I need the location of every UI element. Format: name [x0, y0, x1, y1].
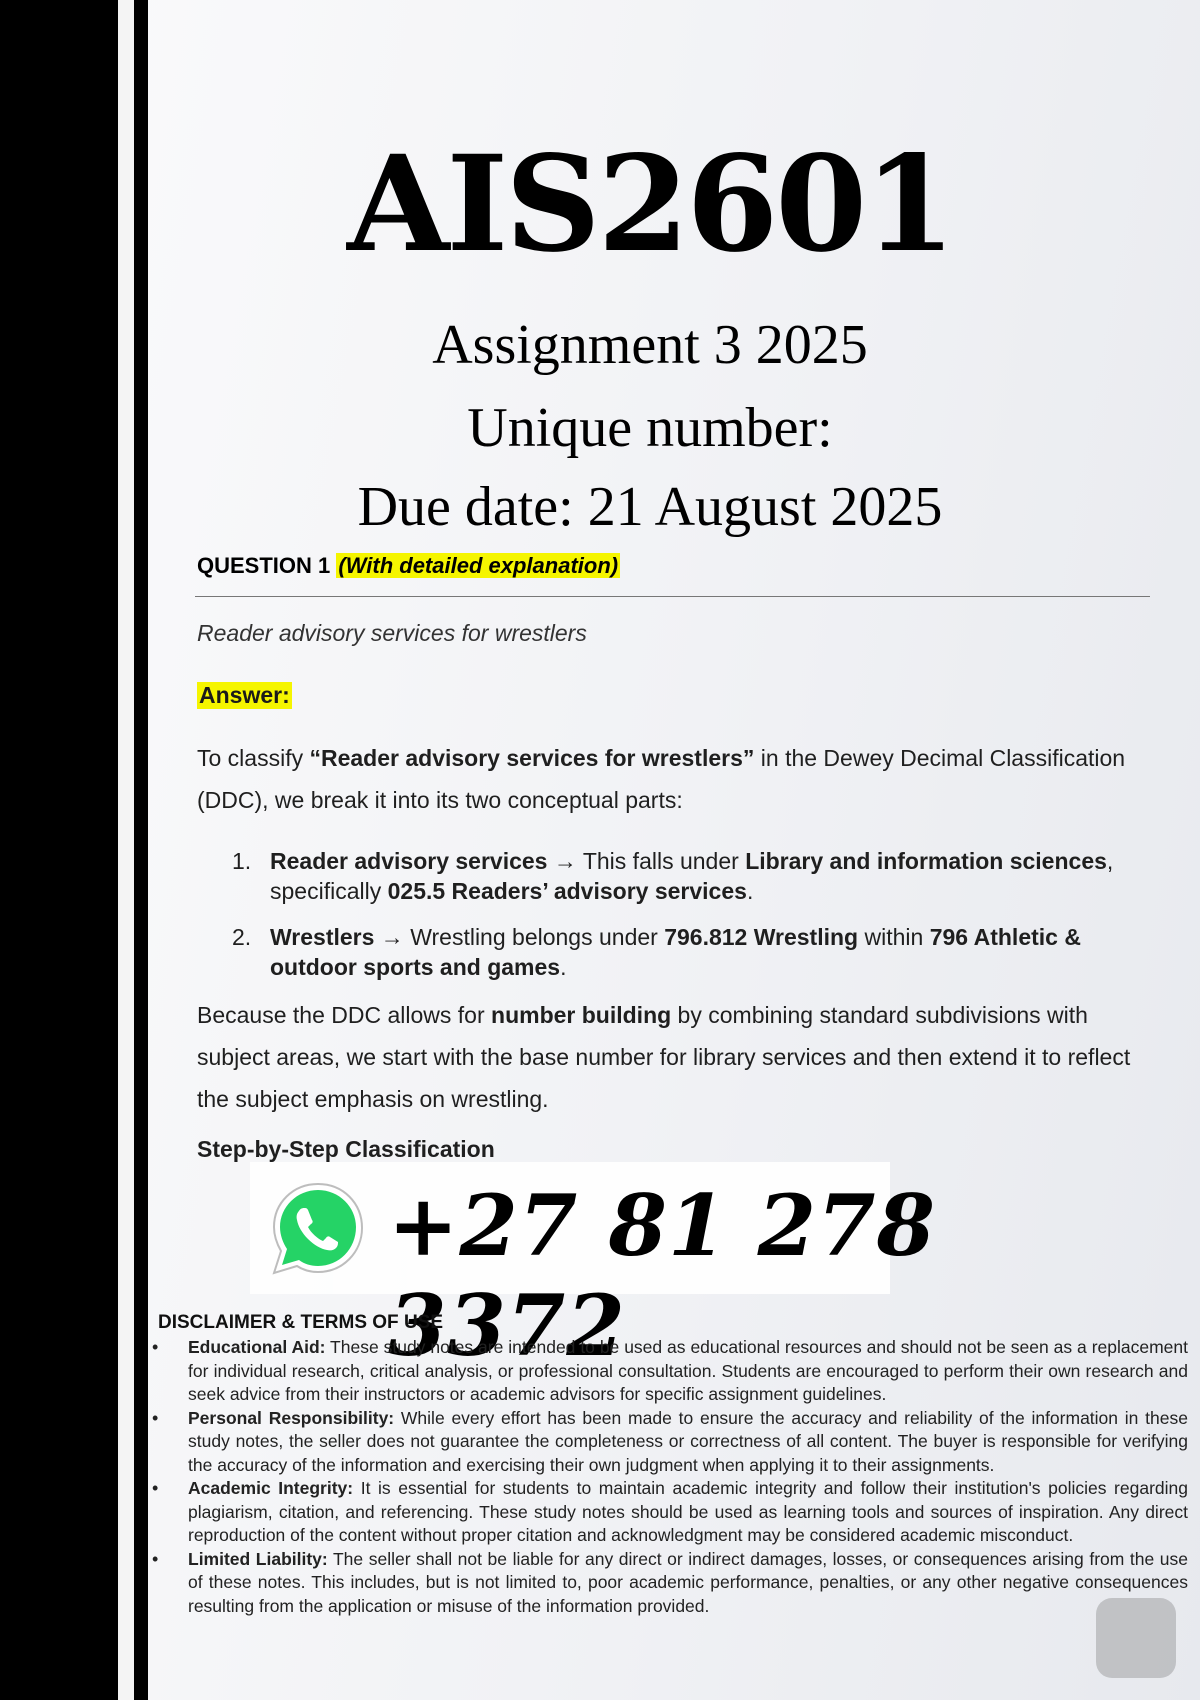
disclaimer-text: While every effort has been made to ensure the accuracy and reliability of the information in these study notes, the seller does not guarantee the completeness or correctness of all content. The buyer is responsible for verifying the accuracy of the information and exercising their own judgment when applying it to their assignments. — [188, 1407, 1188, 1475]
bullet-icon: • — [152, 1407, 159, 1428]
disclaimer-term: Limited Liability: — [188, 1548, 328, 1569]
disclaimer-term: Academic Integrity: — [188, 1478, 354, 1498]
unique-number-label: Unique number: — [467, 397, 833, 459]
number-building-paragraph — [197, 994, 1137, 1120]
list-text: → This falls under — [547, 848, 746, 874]
left-thin-border — [134, 0, 148, 1700]
building-bold-phrase: number building — [491, 1002, 672, 1028]
building-text-2: by combining standard subdivisions with subject areas, we start with the base number for library services and then extend it to reflect the subject emphasis on wrestling. — [197, 1002, 1131, 1112]
intro-text-1: To classify — [197, 745, 310, 771]
question-note-highlight: (With detailed explanation) — [338, 553, 619, 578]
list-number: 1. — [232, 848, 252, 874]
assignment-title: Assignment 3 2025 — [432, 314, 868, 376]
left-black-border — [0, 0, 118, 1700]
disclaimer-text: The seller shall not be liable for any direct or indirect damages, losses, or consequences arising from the use of these notes. This includes, but is not limited to, poor academic performance, penalties, or any other negative consequences resulting from the application or misuse of the information provided. — [188, 1548, 1189, 1616]
cut-off-heading: Step-by-Step Classification — [197, 1136, 495, 1162]
intro-bold-phrase: “Reader advisory services for wrestlers” — [309, 745, 755, 771]
list-text: . — [746, 878, 754, 904]
course-code-title: AIS2601 — [347, 127, 953, 282]
disclaimer-title: DISCLAIMER & TERMS OF USE — [158, 1312, 444, 1333]
intro-paragraph — [197, 737, 1137, 821]
question-heading — [197, 553, 620, 579]
whatsapp-icon — [268, 1178, 368, 1278]
corner-overlay-icon[interactable] — [1096, 1598, 1176, 1678]
building-text-1: Because the DDC allows for — [197, 1002, 492, 1028]
list-bold-term: 796.812 Wrestling — [664, 924, 859, 950]
disclaimer-list — [152, 1336, 1188, 1618]
question-topic: Reader advisory services for wrestlers — [197, 620, 587, 646]
disclaimer-item — [152, 1477, 1188, 1548]
list-text: , specifically — [270, 848, 1114, 904]
bullet-icon: • — [152, 1548, 159, 1569]
answer-label: Answer: — [199, 682, 290, 708]
disclaimer-text: It is essential for students to maintain academic integrity and follow their institution's policies regarding plagiarism, citation, and referencing. These study notes should be used as learning tools and sources of inspiration. Any direct reproduction of the content without proper citation and acknowledgment may be considered academic misconduct. — [188, 1478, 1188, 1545]
list-text: within — [858, 924, 930, 950]
disclaimer-item — [152, 1336, 1188, 1407]
list-bold-term: Wrestlers — [270, 924, 375, 950]
due-date: Due date: 21 August 2025 — [357, 476, 943, 538]
disclaimer-item — [152, 1407, 1188, 1478]
classification-parts-list — [232, 846, 1142, 998]
bullet-icon: • — [152, 1478, 159, 1498]
disclaimer-item — [152, 1548, 1188, 1619]
list-item — [232, 922, 1142, 982]
list-number: 2. — [232, 924, 252, 950]
list-text: . — [560, 954, 567, 980]
list-bold-term: Library and information sciences — [745, 848, 1107, 874]
disclaimer-term: Personal Responsibility: — [188, 1407, 395, 1428]
question-number: QUESTION 1 — [197, 553, 331, 578]
phone-number: +27 81 278 3372 — [388, 1176, 937, 1375]
heading-divider — [195, 596, 1150, 597]
left-border-gap — [118, 0, 134, 1700]
list-item — [232, 846, 1142, 906]
disclaimer-term: Educational Aid: — [188, 1337, 326, 1357]
intro-text-2: in the Dewey Decimal Classification (DDC), we break it into its two conceptual parts: — [197, 745, 1126, 813]
list-bold-term: 796 Athletic & outdoor sports and games — [270, 924, 1081, 980]
list-text: → Wrestling belongs under — [374, 924, 665, 950]
disclaimer-text: These study notes are intended to be used as educational resources and should not be seen as a replacement for individual research, critical analysis, or professional consultation. Students are encouraged to perform their own research and seek advice from their instructors or academic advisors for specific assignment guidelines. — [188, 1337, 1188, 1404]
list-bold-term: 025.5 Readers’ advisory services — [387, 878, 747, 904]
list-bold-term: Reader advisory services — [270, 848, 548, 874]
bullet-icon: • — [152, 1337, 159, 1357]
